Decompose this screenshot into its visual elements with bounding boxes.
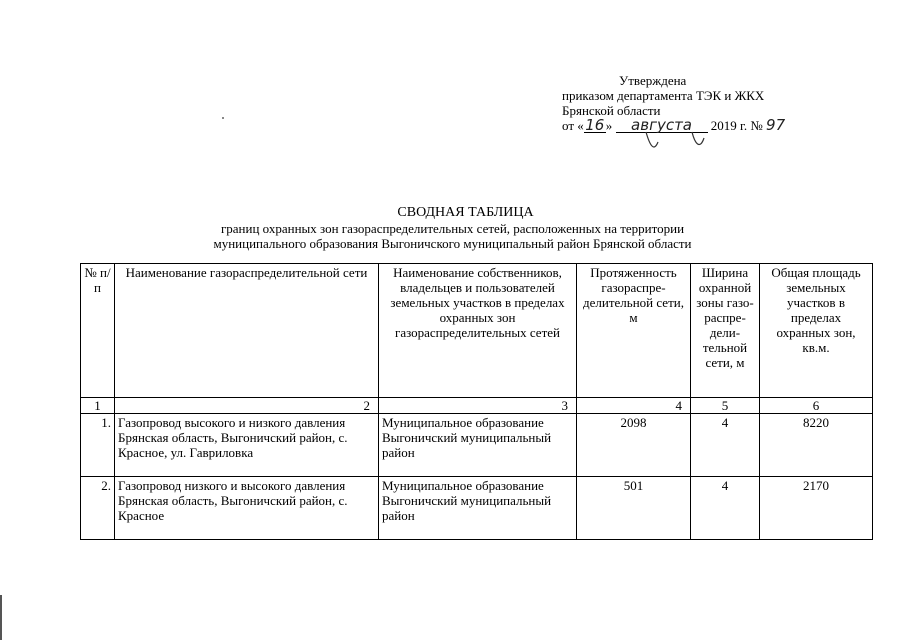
column-numbers-row bbox=[81, 398, 873, 414]
title-line-1: границ охранных зон газораспределительных сетей, расположенных на территории bbox=[220, 221, 685, 236]
title-line-2: муниципального образования Выгоничского муниципальный район Брянской области bbox=[213, 236, 692, 251]
header-width: Ширина охранной зоны газо-распре-дели-тельной сети, м bbox=[691, 264, 760, 398]
network-cell bbox=[115, 477, 379, 540]
scan-edge-mark bbox=[0, 595, 2, 640]
network-title: Газопровод низкого и высокого давления bbox=[118, 478, 346, 493]
date-mid: » bbox=[605, 118, 613, 133]
title-main: СВОДНАЯ ТАБЛИЦА bbox=[397, 205, 534, 220]
area-cell: 2170 bbox=[760, 477, 873, 540]
table-header-row bbox=[81, 264, 873, 398]
date-year: 2019 г. № bbox=[710, 118, 763, 133]
handwritten-stroke-decoration bbox=[640, 128, 720, 158]
document-title bbox=[0, 205, 905, 251]
table-row bbox=[81, 414, 873, 477]
width-cell: 4 bbox=[691, 477, 760, 540]
owner-cell: Муниципальное образование Выгоничский муниципальный район bbox=[379, 477, 577, 540]
header-network-name: Наименование газораспределительной сети bbox=[115, 264, 379, 398]
date-prefix: от « bbox=[562, 118, 584, 133]
network-cell bbox=[115, 414, 379, 477]
approval-stamp bbox=[562, 73, 862, 133]
approval-heading: Утверждена bbox=[619, 73, 687, 88]
row-number: 1. bbox=[81, 414, 115, 477]
owner-cell: Муниципальное образование Выгоничский муниципальный район bbox=[379, 414, 577, 477]
handwritten-month: августа bbox=[631, 116, 692, 134]
header-area: Общая площадь земельных участков в пределах охранных зон, кв.м. bbox=[760, 264, 873, 398]
network-address: Брянская область, Выгоничский район, с. Красное bbox=[118, 493, 348, 523]
area-cell: 8220 bbox=[760, 414, 873, 477]
header-owners: Наименование собственников, владельцев и пользователей земельных участков в пределах охранных зон газораспределительных сетей bbox=[379, 264, 577, 398]
length-cell: 501 bbox=[577, 477, 691, 540]
scan-speck bbox=[222, 117, 224, 119]
row-number: 2. bbox=[81, 477, 115, 540]
width-cell: 4 bbox=[691, 414, 760, 477]
header-length: Протяженность газораспре-делительной сети, м bbox=[577, 264, 691, 398]
network-address: Брянская область, Выгоничский район, с. Красное, ул. Гавриловка bbox=[118, 430, 348, 460]
column-number: 4 bbox=[577, 398, 691, 414]
summary-table bbox=[80, 263, 873, 540]
table-row bbox=[81, 477, 873, 540]
network-title: Газопровод высокого и низкого давления bbox=[118, 415, 346, 430]
column-number: 5 bbox=[691, 398, 760, 414]
length-cell: 2098 bbox=[577, 414, 691, 477]
handwritten-day: 16 bbox=[585, 116, 605, 134]
handwritten-number: 97 bbox=[766, 116, 786, 134]
header-number: № п/п bbox=[81, 264, 115, 398]
approval-line-1: приказом департамента ТЭК и ЖКХ bbox=[562, 88, 765, 103]
column-number: 1 bbox=[81, 398, 115, 414]
column-number: 2 bbox=[115, 398, 379, 414]
column-number: 3 bbox=[379, 398, 577, 414]
column-number: 6 bbox=[760, 398, 873, 414]
approval-line-2: Брянской области bbox=[562, 103, 661, 118]
